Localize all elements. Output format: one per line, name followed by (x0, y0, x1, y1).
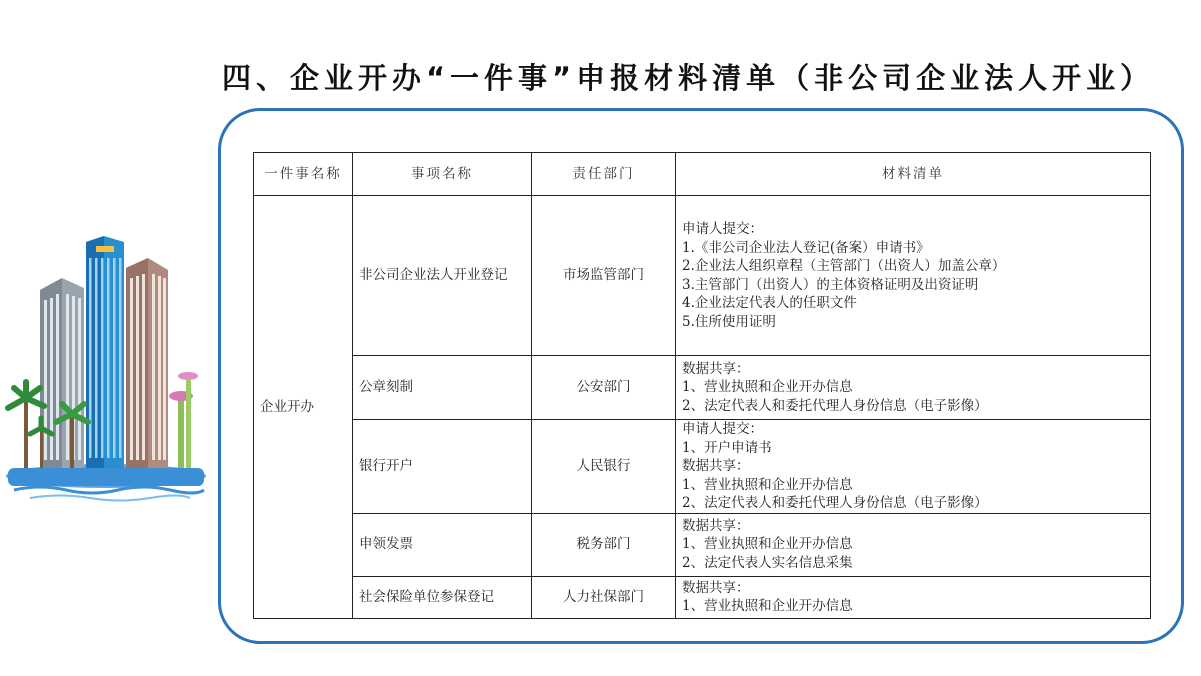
table-row (254, 356, 1151, 420)
item-name-cell: 银行开户 (353, 420, 532, 514)
department-cell: 人民银行 (532, 420, 676, 514)
material-line: 数据共享： (682, 517, 750, 534)
material-line: 1、营业执照和企业开办信息 (682, 476, 853, 493)
item-name-cell: 非公司企业法人开业登记 (353, 196, 532, 356)
city-skyline-illustration (0, 228, 214, 506)
materials-cell (676, 196, 1151, 356)
materials-table (253, 152, 1151, 619)
material-line: 1、营业执照和企业开办信息 (682, 598, 853, 614)
materials-cell (676, 356, 1151, 420)
material-line: 1.《非公司企业法人登记(备案）申请书》 (682, 239, 930, 256)
item-name-cell: 申领发票 (353, 513, 532, 576)
header-department: 责任部门 (532, 153, 676, 196)
materials-cell (676, 576, 1151, 618)
table-row (254, 576, 1151, 618)
material-line: 1、营业执照和企业开办信息 (682, 379, 853, 396)
header-item-name: 事项名称 (353, 153, 532, 196)
material-line: 1、开户申请书 (682, 439, 772, 456)
table-row (254, 196, 1151, 356)
slide-title: 四、企业开办“一件事”申报材料清单（非公司企业法人开业） (222, 61, 1155, 95)
department-cell: 市场监管部门 (532, 196, 676, 356)
table-row (254, 513, 1151, 576)
department-cell: 税务部门 (532, 513, 676, 576)
material-line: 申请人提交： (682, 421, 763, 437)
material-line: 2、法定代表人和委托代理人身份信息（电子影像） (682, 495, 988, 511)
department-cell: 公安部门 (532, 356, 676, 420)
material-line: 2.企业法人组织章程（主管部门（出资人）加盖公章） (682, 258, 1006, 274)
material-line: 2、法定代表人和委托代理人身份信息（电子影像） (682, 397, 988, 414)
material-line: 数据共享： (682, 360, 750, 377)
header-materials: 材料清单 (676, 153, 1151, 196)
header-event-name: 一件事名称 (254, 153, 353, 196)
table-row (254, 420, 1151, 514)
item-name-cell: 社会保险单位参保登记 (353, 576, 532, 618)
material-line: 2、法定代表人实名信息采集 (682, 554, 853, 571)
material-line: 4.企业法定代表人的任职文件 (682, 295, 857, 311)
material-line: 5.住所使用证明 (682, 313, 776, 330)
material-line: 1、营业执照和企业开办信息 (682, 536, 853, 553)
material-line: 3.主管部门（出资人）的主体资格证明及出资证明 (682, 276, 979, 293)
material-line: 数据共享： (682, 579, 750, 596)
group-name-cell: 企业开办 (254, 196, 353, 619)
department-cell: 人力社保部门 (532, 576, 676, 618)
materials-cell (676, 420, 1151, 514)
table-header-row (254, 153, 1151, 196)
material-line: 申请人提交： (682, 221, 763, 237)
material-line: 数据共享： (682, 458, 750, 474)
item-name-cell: 公章刻制 (353, 356, 532, 420)
materials-cell (676, 513, 1151, 576)
